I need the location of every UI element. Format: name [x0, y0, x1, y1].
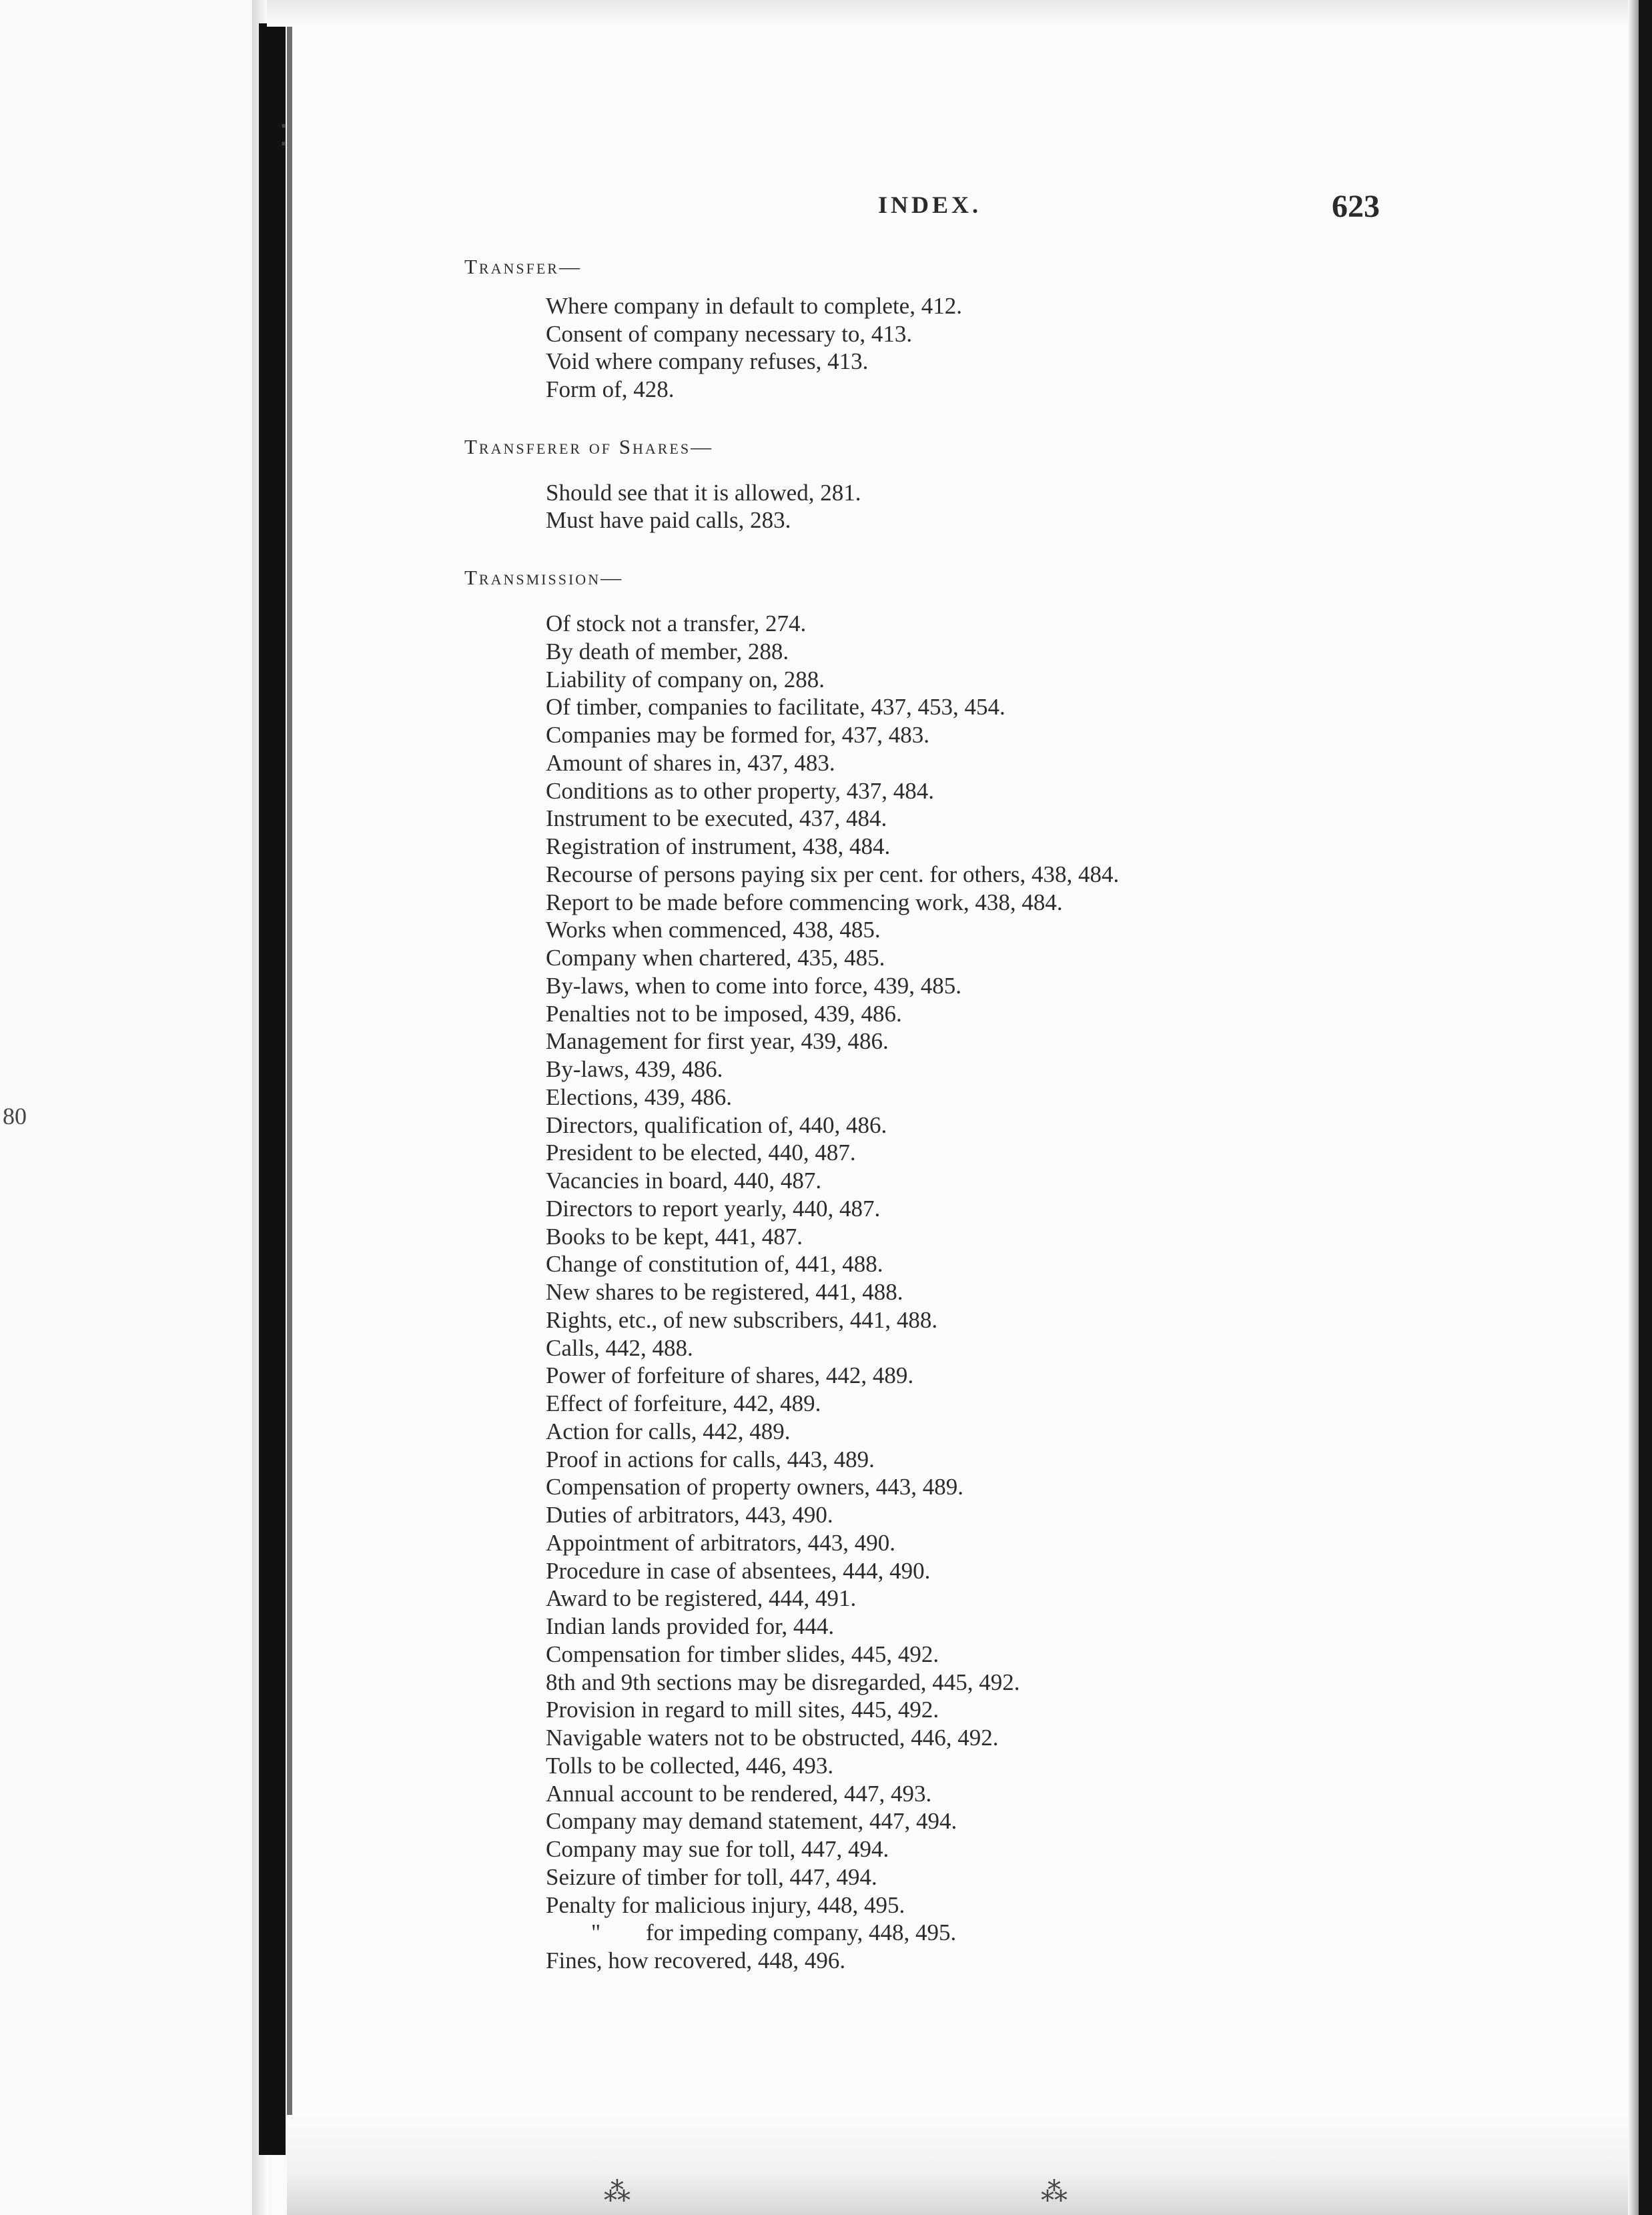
index-entry: Liability of company on, 288. — [546, 666, 825, 693]
index-entry: Award to be registered, 444, 491. — [546, 1585, 857, 1612]
index-entry: Recourse of persons paying six per cent. for others, 438, 484. — [546, 861, 1120, 887]
index-entry: Action for calls, 442, 489. — [546, 1418, 791, 1444]
index-entry-ditto — [546, 1919, 1119, 1947]
index-entry: Of timber, companies to facilitate, 437, 453, 454. — [546, 694, 1005, 721]
index-entry: Where company in default to complete, 412. — [546, 293, 962, 319]
index-entry: Power of forfeiture of shares, 442, 489. — [546, 1362, 914, 1389]
entries-transferer — [546, 479, 861, 534]
index-entry: Calls, 442, 488. — [546, 1334, 693, 1361]
facing-page-fragment: 80 — [3, 1103, 27, 1130]
bottom-edge-shadow — [287, 2115, 1628, 2215]
index-entry: Company may demand statement, 447, 494. — [546, 1808, 957, 1835]
index-entry: Elections, 439, 486. — [546, 1083, 732, 1110]
index-entry: Company may sue for toll, 447, 494. — [546, 1836, 889, 1862]
right-edge-shade — [1628, 0, 1639, 2215]
index-entry: By-laws, 439, 486. — [546, 1056, 723, 1082]
bottom-speck-2: ⁂ — [1041, 2177, 1068, 2207]
index-entry: Vacancies in board, 440, 487. — [546, 1168, 822, 1194]
index-entry: Indian lands provided for, 444. — [546, 1613, 835, 1639]
index-entry: Tolls to be collected, 446, 493. — [546, 1752, 834, 1779]
index-entry: Instrument to be executed, 437, 484. — [546, 805, 887, 832]
page-number: 623 — [1332, 189, 1380, 224]
ditto-entry-text: for impeding company, 448, 495. — [646, 1919, 957, 1946]
index-entry: Change of constitution of, 441, 488. — [546, 1251, 883, 1278]
index-entry: Conditions as to other property, 437, 484. — [546, 777, 934, 804]
index-entry: New shares to be registered, 441, 488. — [546, 1279, 903, 1305]
index-entry: President to be elected, 440, 487. — [546, 1140, 856, 1166]
entries-transmission — [546, 610, 1119, 1975]
top-edge-shadow — [267, 0, 1628, 27]
index-entry: Provision in regard to mill sites, 445, 492. — [546, 1697, 939, 1723]
index-entry: Void where company refuses, 413. — [546, 348, 869, 375]
index-entry: By-laws, when to come into force, 439, 485. — [546, 972, 962, 999]
index-entry: Management for first year, 439, 486. — [546, 1028, 889, 1055]
index-entry: Directors to report yearly, 440, 487. — [546, 1195, 881, 1222]
index-entry: Duties of arbitrators, 443, 490. — [546, 1502, 833, 1528]
book-binding — [259, 23, 286, 2155]
index-entry: Appointment of arbitrators, 443, 490. — [546, 1529, 895, 1556]
index-entry: Compensation of property owners, 443, 489. — [546, 1474, 964, 1500]
index-entry: Penalty for malicious injury, 448, 495. — [546, 1891, 905, 1918]
index-entry: Effect of forfeiture, 442, 489. — [546, 1390, 821, 1416]
section-heading-transferer: Transferer of Shares— — [464, 435, 714, 458]
index-entry: Seizure of timber for toll, 447, 494. — [546, 1863, 877, 1890]
index-entry: Books to be kept, 441, 487. — [546, 1223, 803, 1250]
binding-speck: ⁚ — [279, 119, 288, 152]
facing-page — [0, 0, 252, 2215]
index-entry: Registration of instrument, 438, 484. — [546, 833, 891, 859]
scan-border-right — [1639, 0, 1652, 2215]
index-entry: Amount of shares in, 437, 483. — [546, 749, 835, 776]
binding-edge — [287, 27, 292, 2155]
running-head: INDEX. — [878, 191, 982, 218]
index-entry: Report to be made before commencing work, 438, 484. — [546, 889, 1063, 915]
index-entry: Fines, how recovered, 448, 496. — [546, 1947, 846, 1973]
entries-transfer — [546, 292, 962, 404]
index-entry: Rights, etc., of new subscribers, 441, 488. — [546, 1306, 938, 1333]
index-entry: Penalties not to be imposed, 439, 486. — [546, 1000, 902, 1027]
index-entry: Should see that it is allowed, 281. — [546, 480, 861, 506]
section-heading-transmission: Transmission— — [464, 566, 624, 589]
index-entry: Annual account to be rendered, 447, 493. — [546, 1780, 932, 1807]
ditto-mark: " — [590, 1919, 601, 1946]
index-entry: Works when commenced, 438, 485. — [546, 917, 881, 943]
index-entry: Form of, 428. — [546, 376, 675, 403]
index-entry: Companies may be formed for, 437, 483. — [546, 722, 930, 748]
index-entry: Consent of company necessary to, 413. — [546, 320, 913, 347]
index-entry: Procedure in case of absentees, 444, 490. — [546, 1557, 931, 1584]
index-entry: By death of member, 288. — [546, 638, 789, 664]
index-entry: 8th and 9th sections may be disregarded, 445, 492. — [546, 1669, 1020, 1695]
index-entry: Proof in actions for calls, 443, 489. — [546, 1446, 875, 1472]
index-entry: Of stock not a transfer, 274. — [546, 610, 807, 636]
index-entry: Compensation for timber slides, 445, 492. — [546, 1641, 939, 1667]
section-heading-transfer: Transfer— — [464, 255, 582, 278]
bottom-speck: ⁂ — [604, 2177, 631, 2207]
index-entry: Company when chartered, 435, 485. — [546, 945, 885, 971]
index-entry: Directors, qualification of, 440, 486. — [546, 1112, 887, 1138]
index-entry: Must have paid calls, 283. — [546, 507, 791, 533]
index-entry: Navigable waters not to be obstructed, 446, 492. — [546, 1725, 999, 1751]
